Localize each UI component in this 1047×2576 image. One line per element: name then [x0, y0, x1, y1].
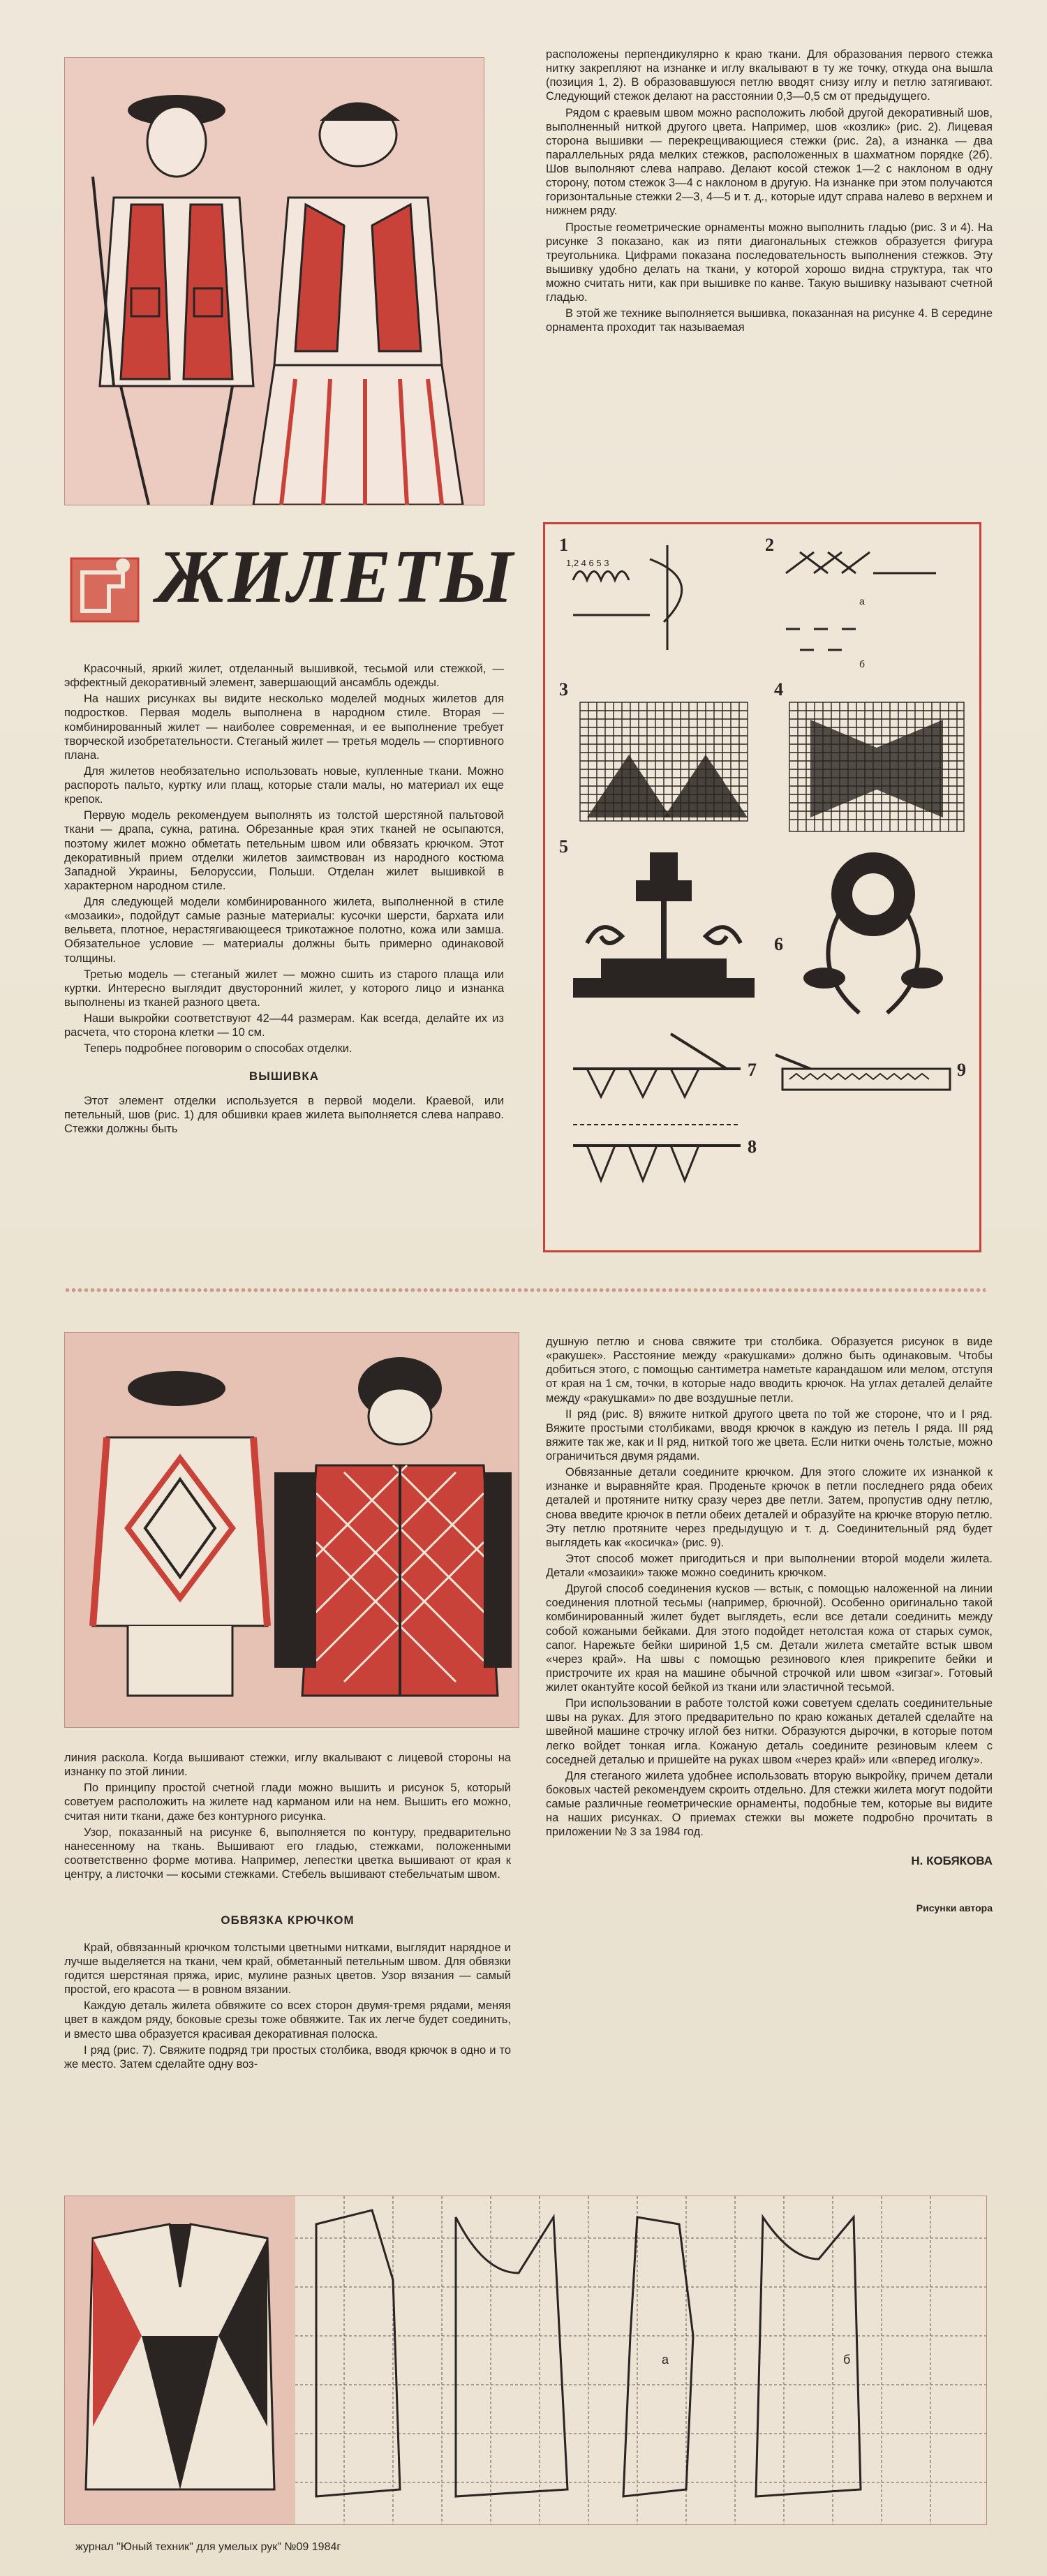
svg-text:а: а	[662, 2353, 669, 2367]
pattern-panel	[64, 2196, 987, 2525]
svg-text:4: 4	[774, 679, 783, 699]
paragraph: Для жилетов необязательно использовать новые, купленные ткани. Можно распороть пальто, куртку или плащ, которые стали малы, но материал их еще крепок.	[64, 764, 504, 806]
page-title: ЖИЛЕТЫ	[157, 535, 514, 619]
paragraph: По принципу простой счетной глади можно вышить и рисунок 5, который советуем расположить на жилете над карманом или на нем. Вышить его можно, считая нити ткани, даже без контурного рисунка.	[64, 1782, 511, 1823]
svg-text:6: 6	[774, 934, 783, 954]
paragraph: Для стеганого жилета удобнее использовать вторую выкройку, причем детали боковых частей рекомендуем скроить отдельно. Для стежки жилета могут подойти самые различные геометрические орнаменты, подобные тем, которые вы видите на наших рисунках. О приемах стежки вы можете подробно прочитать в приложении № 3 за 1984 год.	[546, 1769, 993, 1839]
paragraph: Первую модель рекомендуем выполнять из толстой шерстяной пальтовой ткани — драпа, сукна, ратина. Обрезанные края этих тканей не осыпаются, поэтому жилет можно обметать петельным швом или обвязать крючком. Этот декоративный прием отделки жилетов заимствован из народного костюма Западной Украины, Белоруссии, Польши. Отделан жилет вышивкой в характерном народном стиле.	[64, 809, 504, 892]
page-footer: журнал "Юный техник" для умелых рук" №09 1984г	[75, 2541, 341, 2553]
section-divider	[64, 1286, 986, 1294]
paragraph: Обвязанные детали соедините крючком. Для этого сложите их изнанкой к изнанке и выравняйте края. Проденьте крючок в петли последнего ряда обеих деталей и протяните нитку сразу через две петли. Затем, пропустив одну петлю, снова введите крючок в петли обеих деталей и образуйте на крючке вторую петлю. Эту петлю протяните через предыдущую и т. д. Соединительный ряд будет выглядеть как «косичка» (рис. 9).	[546, 1466, 993, 1549]
paragraph: Для следующей модели комбинированного жилета, выполненной в стиле «мозаики», подойдут самые разные материалы: кусочки шерсти, бархата или вельвета, плотное, нерастягивающееся трикотажное полотно, кожа или замша. Обязательное условие — материалы должны быть примерно одинаковой толщины.	[64, 896, 504, 965]
article-column-middle-left	[64, 1751, 511, 2073]
paragraph: В этой же технике выполняется вышивка, показанная на рисунке 4. В середине орнамента проходит так называемая	[546, 307, 993, 334]
paragraph: Этот способ может пригодиться и при выполнении второй модели жилета. Детали «мозаики» также можно соединить крючком.	[546, 1552, 993, 1579]
sewing-machine-icon	[67, 545, 144, 628]
section-heading-crochet: ОБВЯЗКА КРЮЧКОМ	[221, 1914, 355, 1927]
paragraph: Третью модель — стеганый жилет — можно сшить из старого плаща или куртки. Интересно выглядит двусторонний жилет, у которого лицо и изнанка выполнены из тканей разного цвета.	[64, 968, 504, 1009]
figures-panel	[543, 522, 981, 1252]
illustration-folk-vests	[64, 57, 484, 505]
paragraph: Каждую деталь жилета обвяжите со всех сторон двумя-тремя рядами, меняя цвет в каждом ряду, боковые срезы тоже обвяжите. Так их легче будет соединить, и вместо шва образуется красивая декоративная полоска.	[64, 1999, 511, 2041]
svg-text:5: 5	[559, 836, 568, 857]
paragraph: линия раскола. Когда вышивают стежки, иглу вкалывают с лицевой стороны на изнанку по этой линии.	[64, 1752, 511, 1779]
svg-text:1: 1	[559, 535, 568, 555]
paragraph: I ряд (рис. 7). Свяжите подряд три простых столбика, вводя крючок в одно и то же место. Затем сделайте одну воз-	[64, 2043, 511, 2071]
paragraph: Простые геометрические орнаменты можно выполнить гладью (рис. 3 и 4). На рисунке 3 показано, как из пяти диагональных стежков образуется фигура треугольника. Цифрами показана последовательность выполнения стежков. Эту вышивку удобно делать на ткани, у которой хорошо видна структура, так что можно считать нити, как при вышивке по канве. Такую вышивку называют счетной гладью.	[546, 221, 993, 304]
paragraph: Рядом с краевым швом можно расположить любой другой декоративный шов, выполненный ниткой другого цвета. Например, шов «козлик» (рис. 2). Лицевая сторона вышивки — перекрещивающиеся стежки (рис. 2а), а изнанка — два параллельных ряда мелких стежков, расположенных в шахматном порядке (2б). Шов выполняют слева направо. Делают косой стежок 1—2 с наклоном в одну сторону, потом стежок 3—4 с наклоном в другую. На изнанке при этом получаются горизонтальные стежки 2—3, 4—5 и т. д., которые идут справа налево в верхнем и нижнем ряду.	[546, 106, 993, 218]
stitch-diagrams	[545, 524, 979, 1250]
svg-text:а: а	[859, 595, 865, 607]
svg-text:1,2 4 6 5 3: 1,2 4 6 5 3	[566, 558, 609, 568]
article-column-intro	[64, 662, 504, 1138]
svg-text:б: б	[859, 658, 866, 669]
paragraph: II ряд (рис. 8) вяжите ниткой другого цвета по той же стороне, что и I ряд. Вяжите простыми столбиками, вводя крючок в каждую из петель I ряда. III ряд вяжите так же, как и II ряд, ниткой того же цвета. Если нитки очень толстые, можно ограничиться двумя рядами.	[546, 1407, 993, 1463]
svg-text:3: 3	[559, 679, 568, 699]
illustration-credit: Рисунки автора	[916, 1902, 993, 1914]
svg-text:7: 7	[748, 1060, 757, 1080]
article-column-top-right	[546, 47, 993, 337]
svg-text:8: 8	[748, 1137, 757, 1157]
paragraph: Этот элемент отделки используется в первой модели. Краевой, или петельный, шов (рис. 1) для обшивки краев жилета выполняется слева направо. Стежки должны быть	[64, 1095, 504, 1136]
svg-text:б: б	[843, 2353, 851, 2367]
paragraph: При использовании в работе толстой кожи советуем сделать соединительные швы на руках. Для этого предварительно по краю кожаных деталей сделайте на швейной машине строчку иглой без нитки. Образуются дырочки, в которые потом легко войдет тонкая игла. Кожаную деталь соедините резиновым клеем с соседней деталью и пришейте на руках швом «через край» или «вперед иголку».	[546, 1697, 993, 1766]
folk-vest-figures-drawing	[65, 58, 484, 505]
sewing-pattern-drawing	[65, 2196, 986, 2524]
mosaic-quilted-vest-drawing	[65, 1333, 519, 1727]
paragraph: Край, обвязанный крючком толстыми цветными нитками, выглядит нарядное и лучше выделяется на ткани, чем край, обметанный петельным швом. Для обвязки годится шерстяная пряжа, ирис, мулине разных цветов. Узор вязания — самый простой, его красота — в ровном вязании.	[64, 1941, 511, 1997]
section-heading-embroidery: ВЫШИВКА	[248, 1069, 320, 1083]
paragraph: Наши выкройки соответствуют 42—44 размерам. Как всегда, делайте их из расчета, что сторона клетки — 10 см.	[64, 1012, 504, 1039]
svg-text:2: 2	[765, 535, 774, 555]
paragraph: Другой способ соединения кусков — встык, с помощью наложенной на линии соединения плотной тесьмы (например, брючной). Особенно оригинально такой комбинированный жилет будет выглядеть, если все детали соединить между собой кожаными бейками. Для этого подойдет нетолстая кожа от старых сумок, сапог. Нарежьте бейки шириной 1,5 см. Детали жилета сметайте встык швом «через край». На швы с помощью резинового клея прикрепите бейки и пристрочите их края на машине обычной строчкой или швом «зигзаг». Готовый жилет окантуйте косой бейкой из ткани или эластичной тесьмой.	[546, 1583, 993, 1694]
paragraph: расположены перпендикулярно к краю ткани. Для образования первого стежка нитку закрепляют на изнанке и иглу вкалывают в ту же точку, откуда она вышла (позиция 1, 2). В образовавшуюся петлю вводят снизу иглу и петлю затягивают. Следующий стежок делают на расстоянии 0,3—0,5 см от предыдущего.	[546, 48, 993, 103]
paragraph: Узор, показанный на рисунке 6, выполняется по контуру, предварительно нанесенному на ткань. Вышивают его гладью, стежками, положенными соответственно форме мотива. Например, лепестки цветка вышивают от края к центру, а листочки — косыми стежками. Стебель вышивают стебельчатым швом.	[64, 1826, 511, 1881]
svg-text:9: 9	[957, 1060, 966, 1080]
paragraph: Красочный, яркий жилет, отделанный вышивкой, тесьмой или стежкой, — эффектный декоративный элемент, завершающий ансамбль одежды.	[64, 662, 504, 690]
paragraph: душную петлю и снова свяжите три столбика. Образуется рисунок в виде «ракушек». Расстояние между «ракушками» должно быть одинаковым. Чтобы добиться этого, с помощью сантиметра наметьте карандашом или мелом, отступя от края на 1 см, точки, в которые надо вводить крючок. На углах деталей делайте между «ракушками» по две воздушные петли.	[546, 1335, 993, 1405]
article-column-middle-right	[546, 1335, 993, 1914]
paragraph: Теперь подробнее поговорим о способах отделки.	[84, 1042, 352, 1056]
illustration-mosaic-quilted-vests	[64, 1332, 519, 1728]
author-signature: Н. КОБЯКОВА	[911, 1854, 993, 1868]
paragraph: На наших рисунках вы видите несколько моделей модных жилетов для подростков. Первая модель выполнена в народном стиле. Вторая — комбинированный жилет — наиболее современная, и ее выполнение требует творческой изобретательности. Стеганый жилет — третья модель — спортивного плана.	[64, 693, 504, 762]
